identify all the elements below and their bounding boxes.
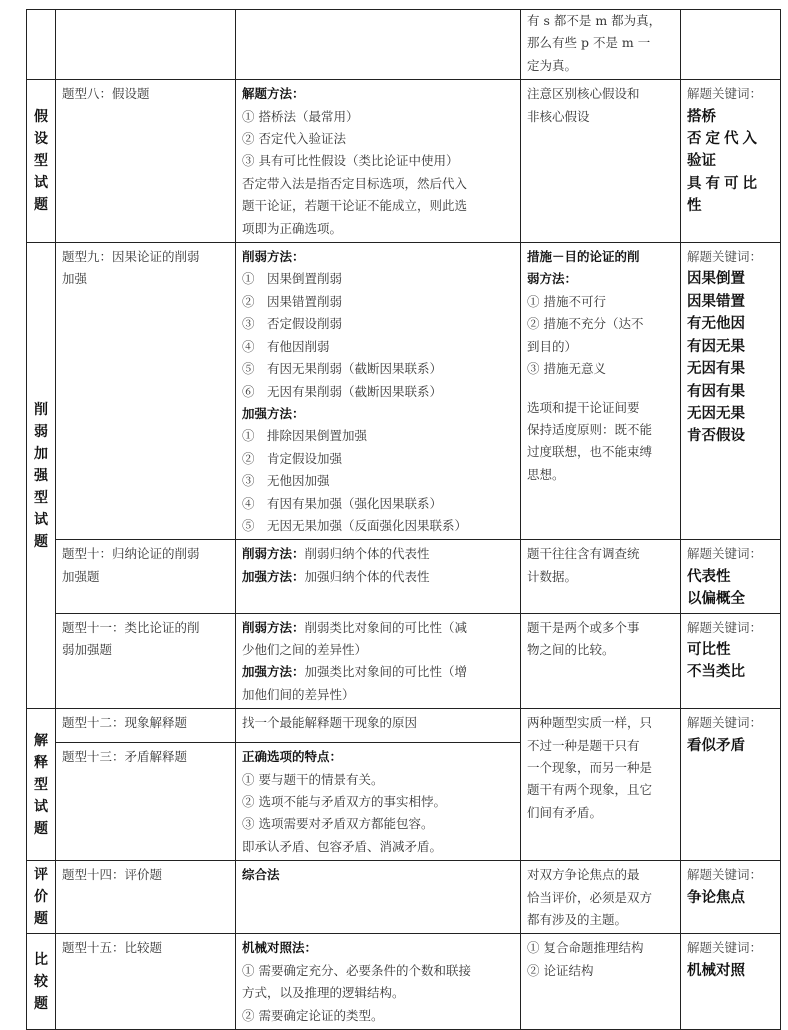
type-label: 加强题 <box>62 568 100 584</box>
text-line: 题干是两个或多个事 <box>527 619 640 635</box>
table-row <box>27 80 781 243</box>
type-cell <box>56 613 236 709</box>
keyword-label: 解题关键词： <box>687 715 763 731</box>
method-cell <box>236 540 521 613</box>
keyword: 有因无果 <box>687 338 745 355</box>
table-row <box>27 10 781 80</box>
note-cell <box>521 10 681 80</box>
text-line: ① 需要确定充分、必要条件的个数和联接 <box>242 962 471 978</box>
text-line: ⑤ 有因无果削弱（截断因果联系） <box>242 361 443 377</box>
note-cell <box>521 80 681 243</box>
type-label: 题型九：因果论证的削弱 <box>62 249 200 265</box>
text-line: ④ 有因有果加强（强化因果联系） <box>242 495 443 511</box>
note-title: 弱方法： <box>527 271 578 287</box>
note-cell <box>521 243 681 540</box>
category-weaken: 削 弱 加 强 型 试 题 <box>27 243 56 709</box>
type-label: 加强 <box>62 271 88 287</box>
type-label: 题型十五：比较题 <box>62 940 163 956</box>
type-label: 题型十一：类比论证的削 <box>62 619 200 635</box>
text-line: 那么有些 p 不是 m 一 <box>527 35 651 51</box>
keyword: 因果倒置 <box>687 271 745 288</box>
spacer <box>527 381 674 397</box>
method-title: 解题方法： <box>242 86 305 102</box>
text-line: ① 搭桥法（最常用） <box>242 108 359 124</box>
category-explain: 解 释 型 试 题 <box>27 709 56 861</box>
method-title: 机械对照法： <box>242 940 318 956</box>
text-line: 找一个最能解释题干现象的原因 <box>242 715 418 731</box>
text-line: ⑤ 无因无果加强（反面强化因果联系） <box>242 517 468 533</box>
note-title: 措施－目的论证的削 <box>527 249 640 265</box>
text-line: 加强方法：加强归纳个体的代表性 <box>242 568 430 584</box>
method-cell <box>236 861 521 934</box>
logic-question-table <box>26 9 781 1030</box>
method-title: 综合法 <box>242 867 280 883</box>
keyword: 无因无果 <box>687 405 745 422</box>
keyword: 可比性 <box>687 641 731 658</box>
type-label: 题型十二：现象解释题 <box>62 715 188 731</box>
text-line: ② 选项不能与矛盾双方的事实相悖。 <box>242 794 446 809</box>
text-line: ③ 措施无意义 <box>527 361 606 377</box>
keyword: 有无他因 <box>687 316 745 333</box>
note-cell <box>521 934 681 1030</box>
text-line: ② 肯定假设加强 <box>242 450 343 466</box>
table-row <box>27 540 781 613</box>
text-line: ① 排除因果倒置加强 <box>242 428 368 444</box>
table-row <box>27 861 781 934</box>
note-cell <box>521 709 681 861</box>
text-line: ① 因果倒置削弱 <box>242 271 343 287</box>
text-line: 两种题型实质一样，只 <box>527 715 653 731</box>
text-line: 定为真。 <box>527 57 578 73</box>
text-line: 对双方争论焦点的最 <box>527 867 640 883</box>
table-row <box>27 613 781 709</box>
method-cell <box>236 709 521 743</box>
text-line: 不过一种是题干只有 <box>527 737 640 753</box>
keyword: 否定代入 <box>687 131 761 148</box>
keyword: 看似矛盾 <box>687 737 745 754</box>
type-cell <box>56 934 236 1030</box>
text-line: ③ 无他因加强 <box>242 473 330 489</box>
text-line: ③ 否定假设削弱 <box>242 316 343 332</box>
note-cell <box>521 861 681 934</box>
text-line: ⑥ 无因有果削弱（截断因果联系） <box>242 383 443 399</box>
text-line: 加强方法：加强类比对象间的可比性（增 <box>242 664 468 680</box>
method-cell <box>236 10 521 80</box>
keyword-cell <box>681 613 781 709</box>
text-line: 项即为正确选项。 <box>242 220 343 236</box>
text-line: 题干有两个现象，且它 <box>527 782 653 798</box>
table-row <box>27 934 781 1030</box>
text-line: ② 措施不充分（达不 <box>527 316 644 332</box>
keyword: 代表性 <box>687 568 731 585</box>
text-line: 选项和提干论证间要 <box>527 399 640 415</box>
text-line: ③ 选项需要对矛盾双方都能包容。 <box>242 816 434 832</box>
keyword: 因果错置 <box>687 293 745 310</box>
keyword: 验证 <box>687 153 716 170</box>
category-evaluate: 评 价 题 <box>27 861 56 934</box>
keyword-cell <box>681 10 781 80</box>
method-cell <box>236 613 521 709</box>
text-line: 非核心假设 <box>527 108 590 124</box>
keyword: 无因有果 <box>687 361 745 378</box>
text-line: ② 需要确定论证的类型。 <box>242 1007 384 1023</box>
type-label: 题型十三：矛盾解释题 <box>62 749 188 765</box>
text-line: 题干往往含有调查统 <box>527 546 640 562</box>
type-label: 题型八：假设题 <box>62 86 150 102</box>
keyword-cell <box>681 243 781 540</box>
keyword: 性 <box>687 198 702 215</box>
type-label: 题型十：归纳论证的削弱 <box>62 546 200 562</box>
keyword-cell <box>681 80 781 243</box>
keyword: 搭桥 <box>687 108 716 125</box>
type-label: 题型十四：评价题 <box>62 867 163 883</box>
text-line: 注意区别核心假设和 <box>527 86 640 102</box>
keyword-label: 解题关键词： <box>687 619 763 635</box>
type-cell <box>56 243 236 540</box>
keyword: 肯否假设 <box>687 428 745 445</box>
text-line: 恰当评价，必须是双方 <box>527 889 653 905</box>
text-line: ② 论证结构 <box>527 962 594 978</box>
method-title: 加强方法： <box>242 405 305 421</box>
text-line: 都有涉及的主题。 <box>527 912 628 928</box>
keyword: 以偏概全 <box>687 591 745 608</box>
keyword-label: 解题关键词： <box>687 546 763 562</box>
text-line: 一个现象，而另一种是 <box>527 760 653 775</box>
type-cell <box>56 709 236 743</box>
text-line: ③ 具有可比性假设（类比论证中使用） <box>242 153 459 169</box>
text-line: 计数据。 <box>527 568 578 584</box>
text-line: ② 否定代入验证法 <box>242 131 346 147</box>
text-line: 思想。 <box>527 466 565 482</box>
type-cell <box>56 861 236 934</box>
text-line: 削弱方法：削弱归纳个体的代表性 <box>242 546 430 562</box>
method-title: 削弱方法： <box>242 249 305 265</box>
text-line: ④ 有他因削弱 <box>242 338 330 354</box>
text-line: ① 要与题干的情景有关。 <box>242 771 384 787</box>
text-line: 到目的） <box>527 338 578 354</box>
text-line: 否定带入法是指否定目标选项，然后代入 <box>242 175 468 191</box>
text-line: 少他们之间的差异性） <box>242 641 368 657</box>
keyword: 不当类比 <box>687 664 745 681</box>
method-cell <box>236 243 521 540</box>
method-title: 正确选项的特点： <box>242 749 343 765</box>
keyword-label: 解题关键词： <box>687 867 763 883</box>
text-line: 方式，以及推理的逻辑结构。 <box>242 985 405 1001</box>
type-cell <box>56 80 236 243</box>
text-line: 削弱方法：削弱类比对象间的可比性（减 <box>242 619 468 635</box>
text-line: 有 s 都不是 m 都为真， <box>527 13 662 28</box>
keyword: 争论焦点 <box>687 889 745 906</box>
keyword-label: 解题关键词： <box>687 86 763 102</box>
category-assume: 假 设 型 试 题 <box>27 80 56 243</box>
table-row <box>27 709 781 743</box>
text-line: ① 复合命题推理结构 <box>527 940 644 956</box>
category-compare: 比 较 题 <box>27 934 56 1030</box>
text-line: 即承认矛盾、包容矛盾、消减矛盾。 <box>242 838 443 854</box>
method-cell <box>236 743 521 861</box>
method-cell <box>236 934 521 1030</box>
keyword: 有因有果 <box>687 383 745 400</box>
method-cell <box>236 80 521 243</box>
keyword-label: 解题关键词： <box>687 249 763 265</box>
type-cell <box>56 540 236 613</box>
note-cell <box>521 613 681 709</box>
text-line: 物之间的比较。 <box>527 641 615 657</box>
keyword-cell <box>681 540 781 613</box>
keyword-cell <box>681 934 781 1030</box>
keyword-cell <box>681 709 781 861</box>
type-label: 弱加强题 <box>62 641 113 657</box>
category-cell <box>27 10 56 80</box>
text-line: 加他们间的差异性） <box>242 686 355 702</box>
text-line: ① 措施不可行 <box>527 293 606 309</box>
text-line: 题干论证，若题干论证不能成立，则此选 <box>242 198 468 214</box>
keyword-cell <box>681 861 781 934</box>
keyword: 具有可比 <box>687 175 761 192</box>
note-cell <box>521 540 681 613</box>
type-cell <box>56 743 236 861</box>
table-row <box>27 243 781 540</box>
text-line: 们间有矛盾。 <box>527 804 603 820</box>
text-line: 保持适度原则：既不能 <box>527 421 653 437</box>
text-line: ② 因果错置削弱 <box>242 293 343 309</box>
text-line: 过度联想，也不能束缚 <box>527 444 653 460</box>
keyword: 机械对照 <box>687 962 745 979</box>
type-cell <box>56 10 236 80</box>
keyword-label: 解题关键词： <box>687 940 763 956</box>
